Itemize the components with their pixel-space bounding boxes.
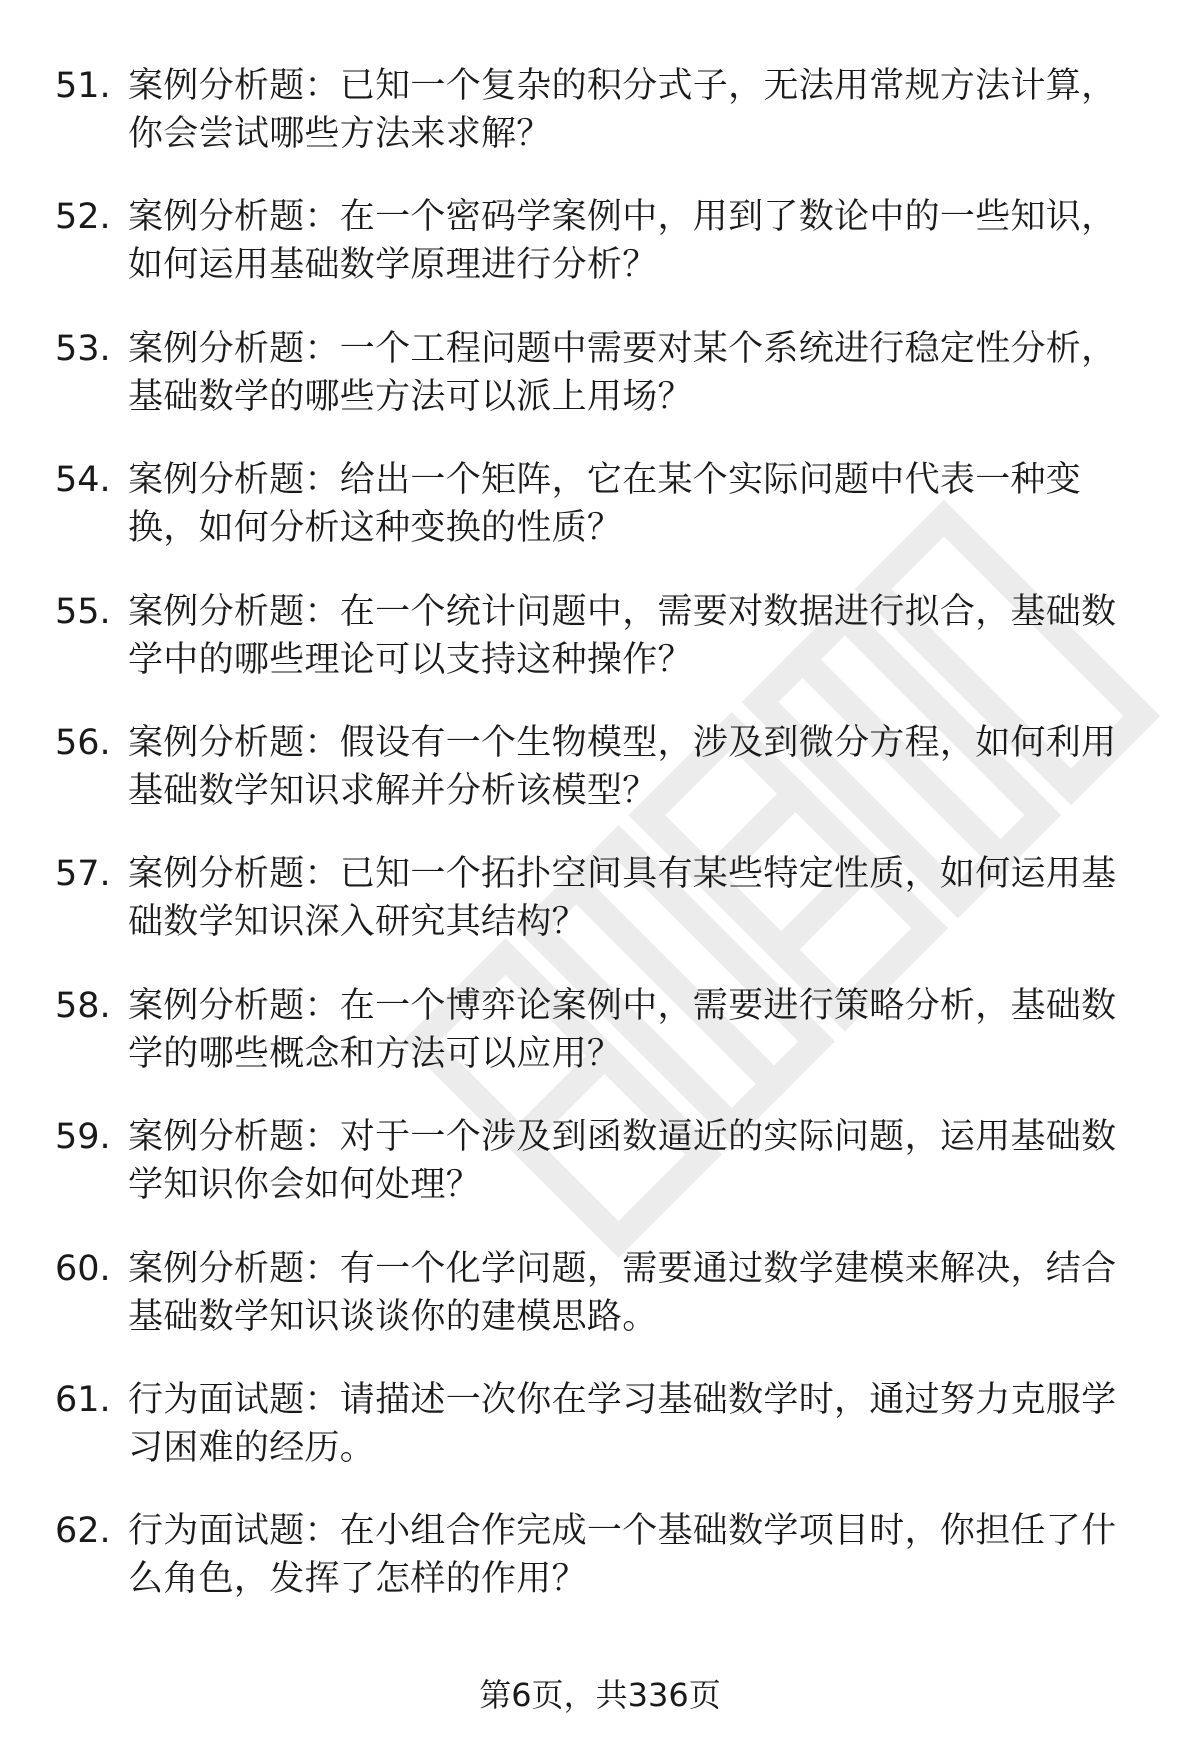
question-number: 53. — [55, 328, 111, 369]
question-number: 58. — [55, 985, 111, 1026]
page-number-footer: 第6页，共336页 — [479, 1676, 721, 1714]
question-item — [55, 982, 1145, 1078]
question-number: 54. — [55, 460, 111, 501]
question-number: 52. — [55, 197, 111, 238]
question-item — [55, 62, 1145, 158]
question-number: 59. — [55, 1117, 111, 1158]
question-number: 57. — [55, 854, 111, 895]
question-item — [55, 456, 1145, 552]
question-text: 案例分析题：在一个统计问题中，需要对数据进行拟合，基础数学中的哪些理论可以支持这种操作？ — [128, 591, 1117, 680]
question-item — [55, 1113, 1145, 1209]
question-text: 案例分析题：有一个化学问题，需要通过数学建模来解决，结合基础数学知识谈谈你的建模思路。 — [128, 1248, 1117, 1337]
question-text: 行为面试题：请描述一次你在学习基础数学时，通过努力克服学习困难的经历。 — [128, 1379, 1117, 1468]
question-number: 62. — [55, 1511, 111, 1552]
question-number: 56. — [55, 722, 111, 763]
question-text: 行为面试题：在小组合作完成一个基础数学项目时，你担任了什么角色，发挥了怎样的作用？ — [128, 1511, 1117, 1600]
question-text: 案例分析题：在一个博弈论案例中，需要进行策略分析，基础数学的哪些概念和方法可以应用？ — [128, 985, 1117, 1074]
question-text: 案例分析题：假设有一个生物模型，涉及到微分方程，如何利用基础数学知识求解并分析该模型？ — [128, 722, 1117, 811]
question-text: 案例分析题：已知一个拓扑空间具有某些特定性质，如何运用基础数学知识深入研究其结构？ — [128, 854, 1117, 943]
question-text: 案例分析题：一个工程问题中需要对某个系统进行稳定性分析，基础数学的哪些方法可以派上用场？ — [128, 328, 1117, 417]
question-number: 55. — [55, 591, 111, 632]
question-item — [55, 1376, 1145, 1472]
question-text: 案例分析题：已知一个复杂的积分式子，无法用常规方法计算，你会尝试哪些方法来求解？ — [128, 66, 1117, 154]
question-item — [55, 193, 1145, 289]
question-item — [55, 850, 1145, 946]
question-text: 案例分析题：给出一个矩阵，它在某个实际问题中代表一种变换，如何分析这种变换的性质？ — [128, 460, 1082, 549]
question-number: 61. — [55, 1379, 111, 1420]
question-item — [55, 1507, 1145, 1603]
question-text: 案例分析题：在一个密码学案例中，用到了数论中的一些知识，如何运用基础数学原理进行分析？ — [128, 197, 1117, 286]
question-number: 51. — [55, 66, 111, 106]
question-list — [55, 62, 1145, 1639]
question-item — [55, 325, 1145, 421]
question-text: 案例分析题：对于一个涉及到函数逼近的实际问题，运用基础数学知识你会如何处理？ — [128, 1117, 1117, 1206]
question-item — [55, 719, 1145, 815]
question-item — [55, 1245, 1145, 1341]
question-number: 60. — [55, 1248, 111, 1289]
question-item — [55, 588, 1145, 684]
